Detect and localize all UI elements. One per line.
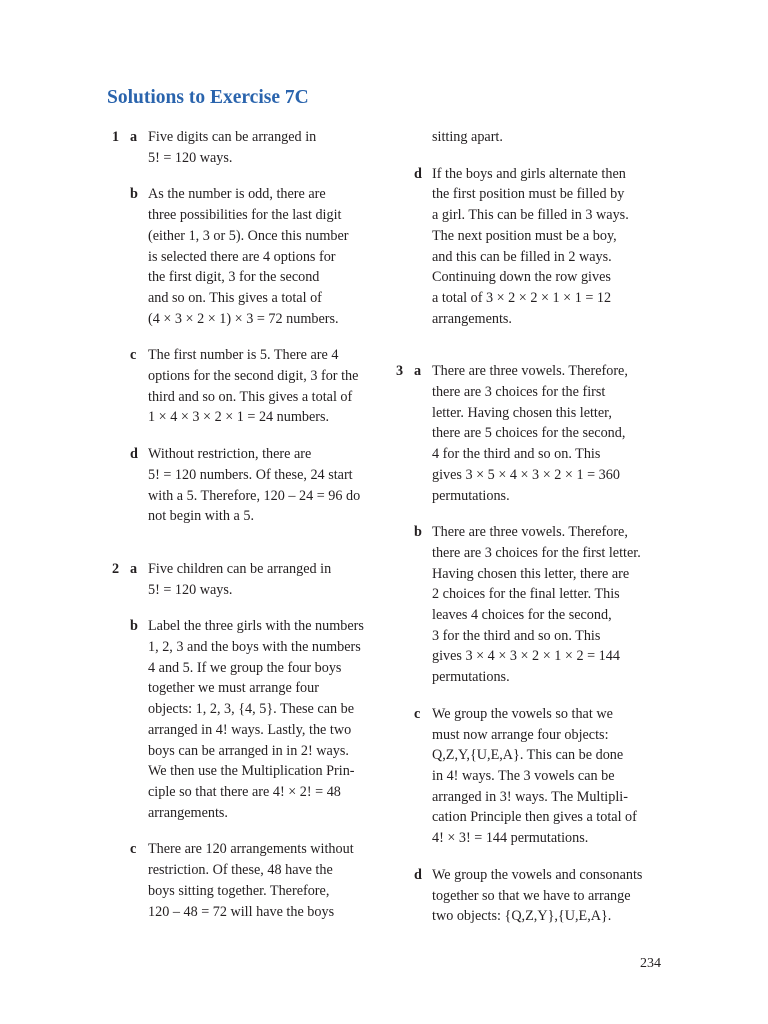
text-line: We group the vowels so that we [432,705,613,722]
text-line: permutations. [432,487,510,504]
text-line: arrangements. [148,804,228,821]
text-line: must now arrange four objects: [432,726,609,743]
text-line: a girl. This can be filled in 3 ways. [432,207,629,224]
text-line: Five children can be arranged in [148,560,332,577]
text-line: 4! × 3! = 144 permutations. [432,830,589,847]
text-line: arrangements. [432,310,512,327]
text-line: in 4! ways. The 3 vowels can be [432,767,615,784]
text-line: There are 120 arrangements without [148,841,354,858]
text-line: gives 3 × 4 × 3 × 2 × 1 × 2 = 144 [432,648,620,665]
solution-1a [100,127,390,168]
part-label: d [414,866,422,883]
text-line: together we must arrange four [148,680,319,697]
text-line: sitting apart. [432,129,503,145]
text-line: with a 5. Therefore, 120 – 24 = 96 do [148,487,361,504]
text-line: The first number is 5. There are 4 [148,347,339,364]
text-line: letter. Having chosen this letter, [432,404,612,421]
text-line: The next position must be a boy, [432,227,617,244]
text-line: cation Principle then gives a total of [432,809,637,826]
part-label: a [130,560,138,577]
text-line: objects: 1, 2, 3, {4, 5}. These can be [148,701,355,718]
text-line: the first position must be filled by [432,186,625,203]
text-line: and so on. This gives a total of [148,289,322,306]
page-number: 234 [640,956,661,971]
part-label: c [414,705,421,722]
text-line: 1, 2, 3 and the boys with the numbers [148,639,361,656]
text-line: (either 1, 3 or 5). Once this number [148,227,349,244]
text-line: together so that we have to arrange [432,887,631,904]
text-line: 120 – 48 = 72 will have the boys [148,903,335,920]
part-label: d [130,446,138,463]
right-column [384,127,674,927]
text-line: the first digit, 3 for the second [148,269,320,286]
text-line: arranged in 3! ways. The Multipli- [432,788,628,805]
text-line: there are 5 choices for the second, [432,425,626,442]
part-label: b [130,618,138,635]
text-line: and this can be filled in 2 ways. [432,248,612,265]
page-title: Solutions to Exercise 7C [107,87,309,108]
text-line: 1 × 4 × 3 × 2 × 1 = 24 numbers. [148,409,330,426]
solution-1d [100,444,390,527]
text-line: 5! = 120 ways. [148,149,233,166]
solution-2c-continued [384,127,674,148]
text-line: 5! = 120 ways. [148,581,233,598]
text-line: Having chosen this letter, there are [432,565,630,582]
text-line: 2 choices for the final letter. This [432,586,620,603]
solution-3d [384,865,674,927]
solution-1c [100,345,390,428]
part-label: c [130,347,137,364]
text-line: (4 × 3 × 2 × 1) × 3 = 72 numbers. [148,310,339,327]
text-line: gives 3 × 5 × 4 × 3 × 2 × 1 = 360 [432,466,620,483]
solution-3a [384,361,674,506]
question-number: 1 [112,129,120,145]
part-label: a [414,363,422,380]
text-line: Without restriction, there are [148,446,312,463]
text-line: boys sitting together. Therefore, [148,882,330,899]
text-line: We group the vowels and consonants [432,866,643,883]
text-line: 4 for the third and so on. This [432,446,601,463]
text-line: permutations. [432,669,510,686]
text-line: arranged in 4! ways. Lastly, the two [148,721,352,738]
solution-1b [100,184,390,329]
text-line: a total of 3 × 2 × 2 × 1 × 1 = 12 [432,289,612,306]
text-line: there are 3 choices for the first [432,384,606,401]
text-line: leaves 4 choices for the second, [432,607,612,624]
solution-3c [384,704,674,849]
solution-2b [100,616,390,823]
text-line: Continuing down the row gives [432,269,611,286]
text-line: is selected there are 4 options for [148,248,336,265]
text-line: two objects: {Q,Z,Y},{U,E,A}. [432,908,612,925]
text-line: If the boys and girls alternate then [432,165,626,182]
part-label: b [414,524,422,541]
text-line: restriction. Of these, 48 have the [148,862,333,879]
text-line: 5! = 120 numbers. Of these, 24 start [148,466,353,483]
question-number: 2 [112,560,120,577]
text-line: there are 3 choices for the first letter. [432,544,641,561]
text-line: There are three vowels. Therefore, [432,524,628,541]
solution-3b [384,522,674,688]
solution-2a [100,559,390,600]
text-line: 3 for the third and so on. This [432,627,601,644]
text-line: There are three vowels. Therefore, [432,363,628,380]
text-line: We then use the Multiplication Prin- [148,763,355,780]
text-line: boys can be arranged in in 2! ways. [148,742,349,759]
text-line: three possibilities for the last digit [148,207,342,224]
text-line: options for the second digit, 3 for the [148,368,359,385]
text-line: third and so on. This gives a total of [148,388,353,405]
question-number: 3 [396,363,404,380]
text-line: As the number is odd, there are [148,186,326,203]
text-line: not begin with a 5. [148,508,254,525]
text-line: ciple so that there are 4! × 2! = 48 [148,783,341,800]
left-column [100,127,390,922]
part-label: b [130,186,138,203]
part-label: a [130,129,138,145]
text-line: Label the three girls with the numbers [148,618,364,635]
part-label: d [414,165,422,182]
solution-2c [100,839,390,922]
text-line: 4 and 5. If we group the four boys [148,659,342,676]
solution-2d [384,164,674,330]
part-label: c [130,841,137,858]
text-line: Q,Z,Y,{U,E,A}. This can be done [432,747,624,764]
text-line: Five digits can be arranged in [148,129,317,145]
